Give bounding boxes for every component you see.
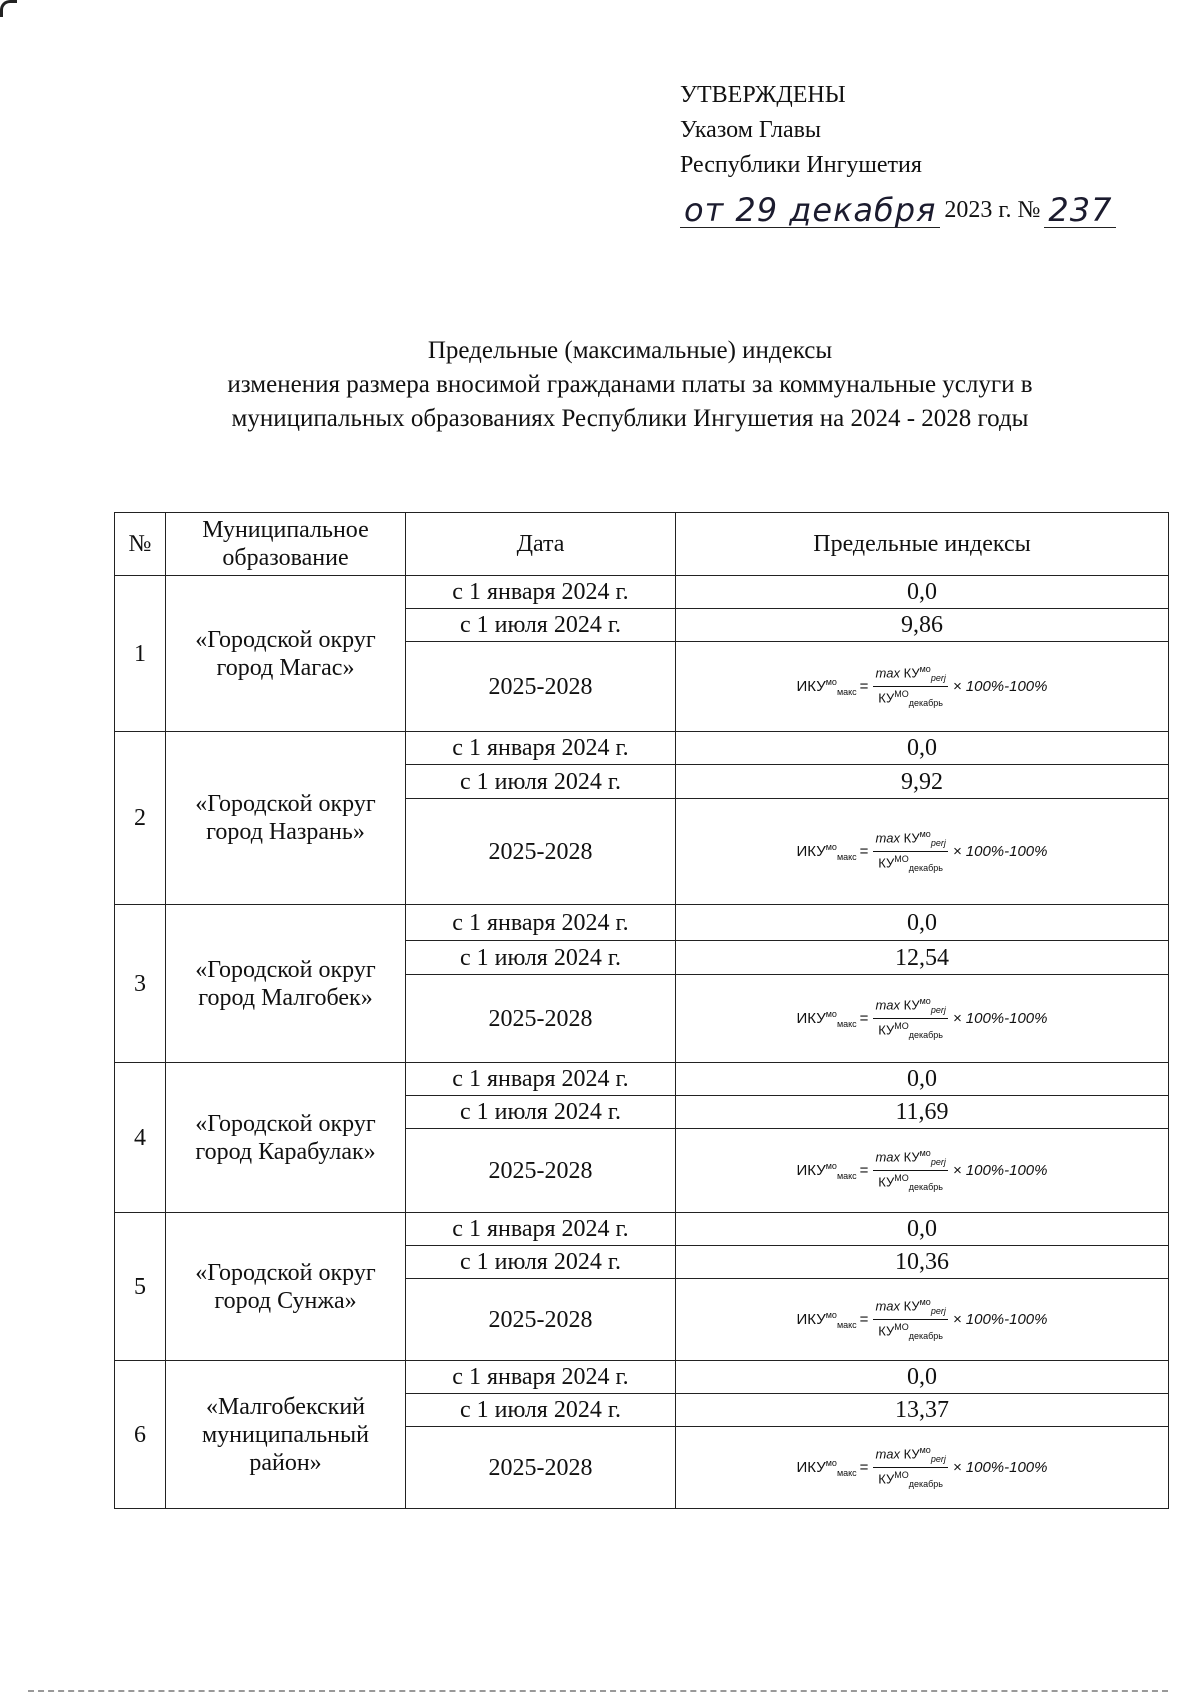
formula-lhs-sub: макс bbox=[836, 1170, 857, 1181]
formula-num-sub: perj bbox=[930, 1005, 946, 1015]
table-row bbox=[115, 1361, 1169, 1394]
formula-equals: = bbox=[859, 677, 869, 695]
formula-lhs-symbol: ИКУ bbox=[796, 1009, 826, 1027]
formula-lhs-symbol: ИКУ bbox=[796, 1458, 826, 1476]
table-row bbox=[115, 1213, 1169, 1246]
formula-num-sup: мо bbox=[919, 664, 931, 675]
formula-lhs-symbol: ИКУ bbox=[796, 1161, 826, 1179]
formula-den-sub: декабрь bbox=[908, 862, 943, 873]
formula-numerator bbox=[873, 662, 947, 687]
formula-denominator bbox=[876, 1320, 945, 1344]
date-period: 2025-2028 bbox=[406, 1279, 676, 1361]
formula-max: max bbox=[875, 997, 900, 1013]
formula-den-sub: декабрь bbox=[908, 1478, 943, 1489]
title-line-1: Предельные (максимальные) индексы bbox=[427, 337, 833, 364]
formula-num-sub: perj bbox=[930, 673, 946, 683]
formula-denominator bbox=[876, 1171, 945, 1195]
date-july: с 1 июля 2024 г. bbox=[406, 941, 676, 975]
index-july: 9,86 bbox=[676, 609, 1169, 642]
index-formula-cell bbox=[676, 1279, 1169, 1361]
row-number: 6 bbox=[115, 1361, 166, 1509]
formula-lhs bbox=[797, 1301, 857, 1339]
formula-max: max bbox=[875, 665, 900, 681]
row-number: 4 bbox=[115, 1063, 166, 1213]
formula-lhs-sub: макс bbox=[836, 851, 857, 862]
table-row bbox=[115, 905, 1169, 941]
formula-numerator bbox=[873, 827, 947, 852]
indices-table bbox=[114, 512, 1169, 1509]
formula-denominator bbox=[876, 852, 945, 876]
document-title bbox=[150, 334, 1110, 436]
formula-fraction bbox=[873, 827, 947, 876]
formula-tail: × 100%-100% bbox=[952, 677, 1048, 695]
formula-lhs bbox=[797, 1000, 857, 1038]
handwritten-date: от 29 декабря bbox=[680, 193, 940, 228]
approval-title: УТВЕРЖДЕНЫ bbox=[680, 82, 846, 108]
date-january: с 1 января 2024 г. bbox=[406, 1361, 676, 1394]
table-body bbox=[115, 576, 1169, 1509]
formula-equals: = bbox=[859, 1161, 869, 1179]
formula-den-ku: КУ bbox=[878, 1471, 895, 1487]
formula-equals: = bbox=[859, 842, 869, 860]
date-period: 2025-2028 bbox=[406, 799, 676, 905]
formula-lhs-symbol: ИКУ bbox=[796, 677, 826, 695]
formula-fraction bbox=[873, 662, 947, 711]
printed-year-number: 2023 г. № bbox=[944, 197, 1041, 223]
formula-den-sup: МО bbox=[894, 854, 909, 864]
date-january: с 1 января 2024 г. bbox=[406, 1213, 676, 1246]
row-number: 5 bbox=[115, 1213, 166, 1361]
formula-den-sub: декабрь bbox=[908, 1330, 943, 1341]
formula-numerator bbox=[873, 1146, 947, 1171]
date-july: с 1 июля 2024 г. bbox=[406, 1096, 676, 1129]
index-formula bbox=[797, 994, 1048, 1043]
date-january: с 1 января 2024 г. bbox=[406, 732, 676, 765]
index-formula-cell bbox=[676, 642, 1169, 732]
approval-stamp-block bbox=[680, 78, 1116, 228]
formula-numerator bbox=[873, 1443, 947, 1468]
table-row bbox=[115, 576, 1169, 609]
formula-den-ku: КУ bbox=[878, 1022, 895, 1038]
date-period: 2025-2028 bbox=[406, 975, 676, 1063]
index-january: 0,0 bbox=[676, 1063, 1169, 1096]
index-july: 13,37 bbox=[676, 1394, 1169, 1427]
formula-den-sup: МО bbox=[894, 1173, 909, 1183]
formula-max: max bbox=[875, 1149, 900, 1165]
header-municipality: Муниципальное образование bbox=[166, 513, 406, 576]
formula-lhs-sup: мо bbox=[825, 1309, 837, 1320]
date-period: 2025-2028 bbox=[406, 1427, 676, 1509]
formula-tail: × 100%-100% bbox=[952, 842, 1048, 860]
index-formula bbox=[797, 827, 1048, 876]
formula-max: max bbox=[875, 1298, 900, 1314]
table-row bbox=[115, 1063, 1169, 1096]
formula-lhs-sup: мо bbox=[825, 1457, 837, 1468]
row-number: 2 bbox=[115, 732, 166, 905]
row-number: 3 bbox=[115, 905, 166, 1063]
formula-num-sub: perj bbox=[930, 1454, 946, 1464]
approval-republic-line: Республики Ингушетия bbox=[680, 152, 922, 178]
formula-lhs bbox=[797, 833, 857, 871]
index-july: 9,92 bbox=[676, 765, 1169, 799]
formula-num-sup: мо bbox=[919, 1297, 931, 1308]
index-formula bbox=[797, 662, 1048, 711]
index-january: 0,0 bbox=[676, 732, 1169, 765]
index-july: 11,69 bbox=[676, 1096, 1169, 1129]
formula-lhs-sub: макс bbox=[836, 1467, 857, 1478]
index-formula-cell bbox=[676, 975, 1169, 1063]
municipality-name: «Городской округ город Карабулак» bbox=[166, 1063, 406, 1213]
formula-equals: = bbox=[859, 1458, 869, 1476]
approval-date-line bbox=[680, 193, 1116, 228]
formula-lhs-sup: мо bbox=[825, 676, 837, 687]
formula-tail: × 100%-100% bbox=[952, 1458, 1048, 1476]
formula-denominator bbox=[876, 1019, 945, 1043]
formula-num-ku: КУ bbox=[903, 1149, 920, 1165]
formula-den-sup: МО bbox=[894, 1470, 909, 1480]
date-july: с 1 июля 2024 г. bbox=[406, 609, 676, 642]
scan-bottom-edge bbox=[28, 1690, 1168, 1692]
formula-den-ku: КУ bbox=[878, 855, 895, 871]
date-july: с 1 июля 2024 г. bbox=[406, 1246, 676, 1279]
scan-corner-mark bbox=[0, 0, 17, 17]
index-formula-cell bbox=[676, 1427, 1169, 1509]
formula-lhs-symbol: ИКУ bbox=[796, 1310, 826, 1328]
formula-den-sub: декабрь bbox=[908, 1029, 943, 1040]
header-index: Предельные индексы bbox=[676, 513, 1169, 576]
formula-tail: × 100%-100% bbox=[952, 1310, 1048, 1328]
formula-lhs-symbol: ИКУ bbox=[796, 842, 826, 860]
header-date: Дата bbox=[406, 513, 676, 576]
index-formula bbox=[797, 1295, 1048, 1344]
formula-equals: = bbox=[859, 1310, 869, 1328]
table-row bbox=[115, 732, 1169, 765]
formula-num-sub: perj bbox=[930, 1306, 946, 1316]
formula-lhs-sub: макс bbox=[836, 1018, 857, 1029]
formula-denominator bbox=[876, 687, 945, 711]
formula-den-ku: КУ bbox=[878, 1174, 895, 1190]
header-num: № bbox=[115, 513, 166, 576]
formula-equals: = bbox=[859, 1009, 869, 1027]
formula-lhs bbox=[797, 1449, 857, 1487]
formula-max: max bbox=[875, 830, 900, 846]
formula-lhs-sup: мо bbox=[825, 1008, 837, 1019]
formula-tail: × 100%-100% bbox=[952, 1161, 1048, 1179]
formula-num-sub: perj bbox=[930, 838, 946, 848]
formula-num-ku: КУ bbox=[903, 1298, 920, 1314]
formula-lhs-sub: макс bbox=[836, 686, 857, 697]
municipality-name: «Городской округ город Магас» bbox=[166, 576, 406, 732]
index-formula bbox=[797, 1443, 1048, 1492]
formula-fraction bbox=[873, 1443, 947, 1492]
formula-den-ku: КУ bbox=[878, 1323, 895, 1339]
municipality-name: «Городской округ город Малгобек» bbox=[166, 905, 406, 1063]
date-january: с 1 января 2024 г. bbox=[406, 1063, 676, 1096]
formula-num-ku: КУ bbox=[903, 1446, 920, 1462]
formula-fraction bbox=[873, 994, 947, 1043]
formula-den-sup: МО bbox=[894, 1021, 909, 1031]
formula-num-sup: мо bbox=[919, 996, 931, 1007]
index-january: 0,0 bbox=[676, 905, 1169, 941]
formula-lhs-sup: мо bbox=[825, 841, 837, 852]
formula-fraction bbox=[873, 1295, 947, 1344]
index-january: 0,0 bbox=[676, 1361, 1169, 1394]
title-line-2: изменения размера вносимой гражданами платы за коммунальные услуги в bbox=[227, 371, 1033, 398]
formula-num-ku: КУ bbox=[903, 665, 920, 681]
formula-numerator bbox=[873, 1295, 947, 1320]
formula-lhs bbox=[797, 1152, 857, 1190]
index-july: 12,54 bbox=[676, 941, 1169, 975]
approval-decree-line: Указом Главы bbox=[680, 117, 822, 143]
date-july: с 1 июля 2024 г. bbox=[406, 765, 676, 799]
municipality-name: «Малгобекский муниципальный район» bbox=[166, 1361, 406, 1509]
date-january: с 1 января 2024 г. bbox=[406, 905, 676, 941]
date-january: с 1 января 2024 г. bbox=[406, 576, 676, 609]
table-header-row bbox=[115, 513, 1169, 576]
formula-num-sup: мо bbox=[919, 1445, 931, 1456]
formula-lhs-sup: мо bbox=[825, 1160, 837, 1171]
formula-den-sup: МО bbox=[894, 1322, 909, 1332]
index-formula bbox=[797, 1146, 1048, 1195]
formula-lhs bbox=[797, 668, 857, 706]
municipality-name: «Городской округ город Назрань» bbox=[166, 732, 406, 905]
index-january: 0,0 bbox=[676, 576, 1169, 609]
title-line-3: муниципальных образованиях Республики Ингушетия на 2024 - 2028 годы bbox=[231, 405, 1029, 432]
formula-num-sup: мо bbox=[919, 829, 931, 840]
index-july: 10,36 bbox=[676, 1246, 1169, 1279]
row-number: 1 bbox=[115, 576, 166, 732]
formula-tail: × 100%-100% bbox=[952, 1009, 1048, 1027]
formula-num-ku: КУ bbox=[903, 997, 920, 1013]
index-formula-cell bbox=[676, 1129, 1169, 1213]
formula-lhs-sub: макс bbox=[836, 1319, 857, 1330]
formula-fraction bbox=[873, 1146, 947, 1195]
formula-num-ku: КУ bbox=[903, 830, 920, 846]
formula-den-sub: декабрь bbox=[908, 1181, 943, 1192]
formula-num-sub: perj bbox=[930, 1157, 946, 1167]
formula-den-sub: декабрь bbox=[908, 697, 943, 708]
municipality-name: «Городской округ город Сунжа» bbox=[166, 1213, 406, 1361]
handwritten-decree-number: 237 bbox=[1044, 193, 1116, 228]
formula-max: max bbox=[875, 1446, 900, 1462]
date-july: с 1 июля 2024 г. bbox=[406, 1394, 676, 1427]
date-period: 2025-2028 bbox=[406, 642, 676, 732]
formula-den-sup: МО bbox=[894, 689, 909, 699]
formula-num-sup: мо bbox=[919, 1148, 931, 1159]
index-formula-cell bbox=[676, 799, 1169, 905]
index-january: 0,0 bbox=[676, 1213, 1169, 1246]
formula-denominator bbox=[876, 1468, 945, 1492]
formula-den-ku: КУ bbox=[878, 690, 895, 706]
date-period: 2025-2028 bbox=[406, 1129, 676, 1213]
formula-numerator bbox=[873, 994, 947, 1019]
